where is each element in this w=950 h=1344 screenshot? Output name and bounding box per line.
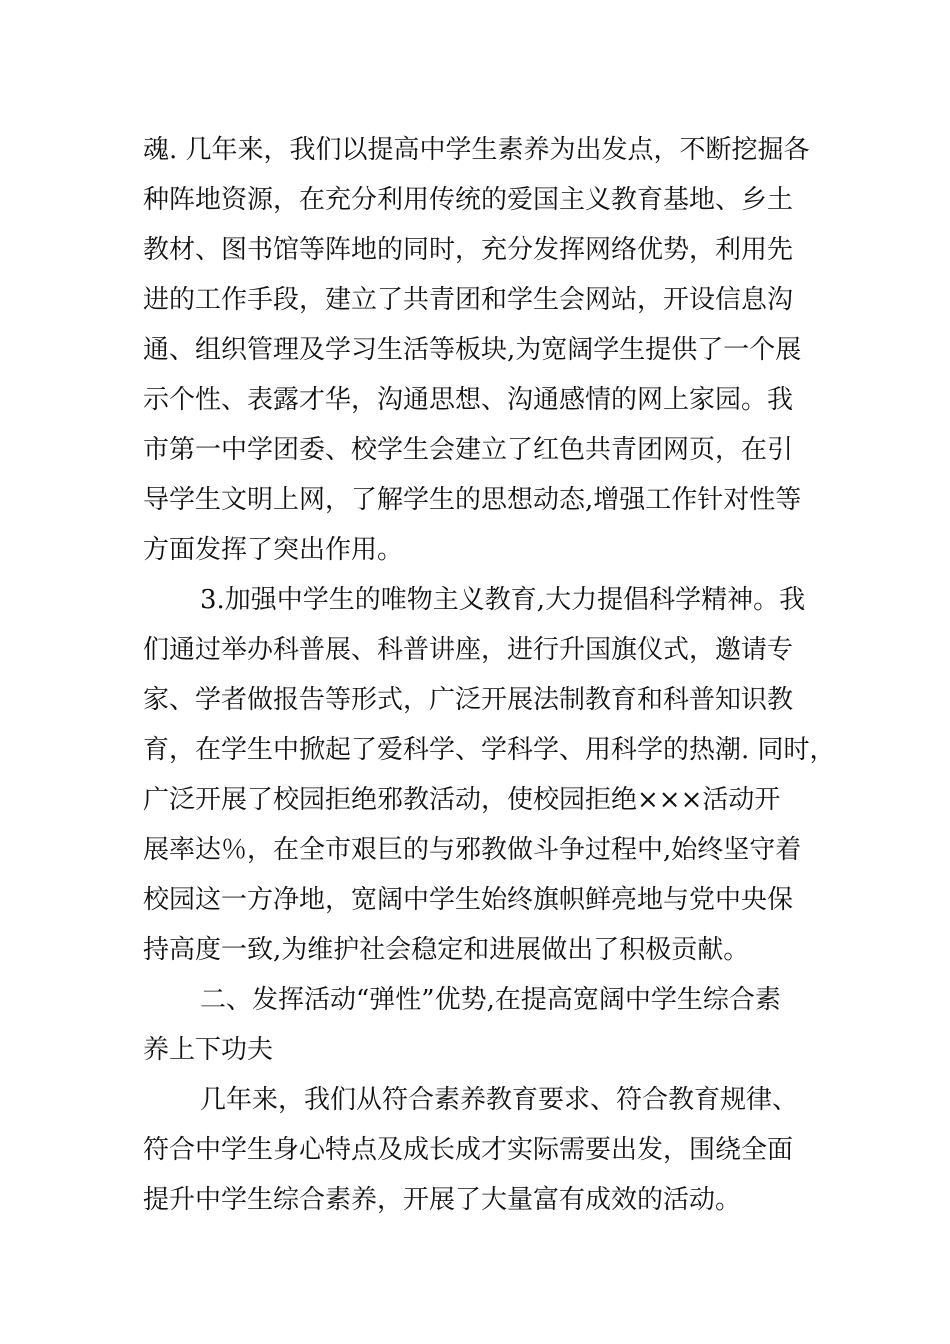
text-line: 展率达％，在全市艰巨的与邪教做斗争过程中,始终坚守着 [143,835,802,865]
text-line: 广泛开展了校园拒绝邪教活动，使校园拒绝×××活动开 [143,785,781,815]
text-line: 方面发挥了突出作用。 [143,535,404,565]
text-line: 魂. 几年来，我们以提高中学生素养为出发点，不断挖掘各 [143,135,810,165]
text-line: 种阵地资源，在充分利用传统的爱国主义教育基地、乡土 [143,185,794,215]
paragraph-start-line: 3.加强中学生的唯物主义教育,大力提倡科学精神。我 [200,585,806,615]
text-line: 们通过举办科普展、科普讲座，进行升国旗仪式，邀请专 [143,635,794,665]
text-line: 教材、图书馆等阵地的同时，充分发挥网络优势，利用先 [143,235,794,265]
text-line: 示个性、表露才华，沟通思想、沟通感情的网上家园。我 [143,385,794,415]
section-heading-line: 养上下功夫 [143,1035,274,1065]
paragraph-start-line: 几年来，我们从符合素养教育要求、符合教育规律、 [200,1085,799,1115]
section-heading-line: 二、发挥活动“弹性”优势,在提高宽阔中学生综合素 [200,985,781,1015]
text-line: 提升中学生综合素养，开展了大量富有成效的活动。 [143,1185,742,1215]
text-line: 符合中学生身心特点及成长成才实际需要出发，围绕全面 [143,1135,794,1165]
text-line: 导学生文明上网，了解学生的思想动态,增强工作针对性等 [143,485,802,515]
text-line: 市第一中学团委、校学生会建立了红色共青团网页，在引 [143,435,794,465]
text-line: 校园这一方净地，宽阔中学生始终旗帜鲜亮地与党中央保 [143,885,794,915]
text-line: 通、组织管理及学习生活等板块,为宽阔学生提供了一个展 [143,335,802,365]
text-line: 家、学者做报告等形式，广泛开展法制教育和科普知识教 [143,685,794,715]
text-line: 进的工作手段，建立了共青团和学生会网站，开设信息沟 [143,285,794,315]
text-line: 持高度一致,为维护社会稳定和进展做出了积极贡献。 [143,935,750,965]
text-line: 育，在学生中掀起了爱科学、学科学、用科学的热潮. 同时， [143,735,836,765]
